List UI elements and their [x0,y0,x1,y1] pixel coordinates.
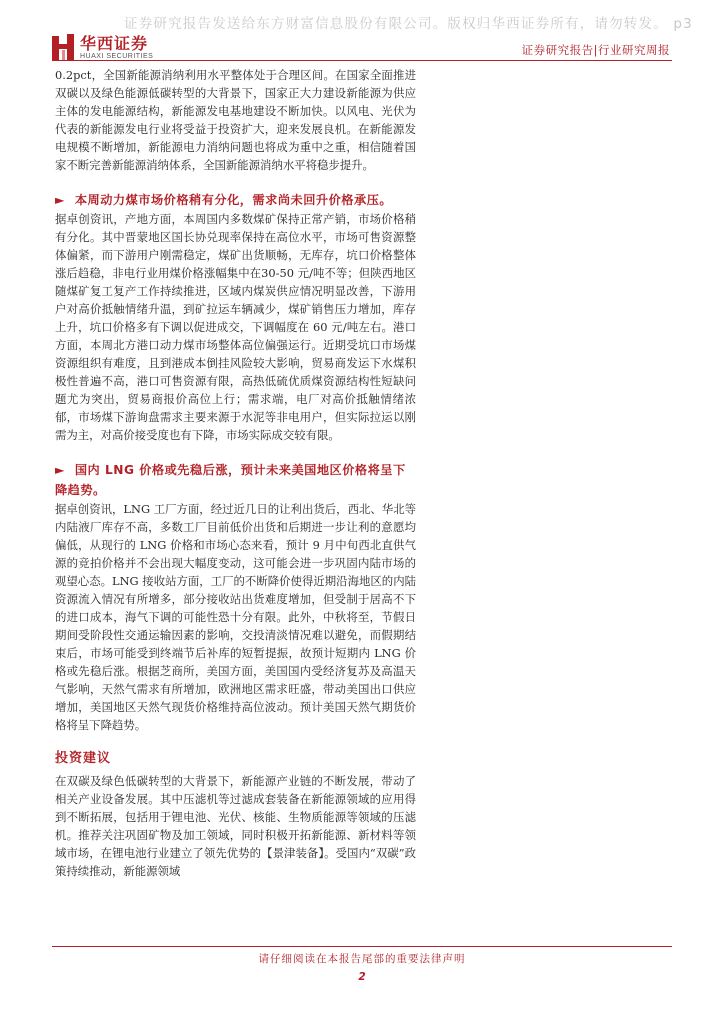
footer-divider [52,946,672,947]
intro-paragraph: 0.2pct，全国新能源消纳利用水平整体处于合理区间。在国家全面推进双碳以及绿色能源低碳转型的大背景下，国家正大力建设新能源为供应主体的发电能源结构，新能源发电基地建设不断加快。以风电、光伏为代表的新能源发电行业将受益于投资扩大，迎来发展良机。在新能源发电规模不断增加，新能源电力消纳问题也将成为重中之重，相信随着国家不断完善新能源消纳体系，全国新能源消纳水平将稳步提升。 [55,68,416,172]
watermark: 证券研究报告发送给东方财富信息股份有限公司。版权归华西证券所有，请勿转发。 p3 [124,16,693,32]
legal-notice: 请仔细阅读在本报告尾部的重要法律声明 [258,953,466,965]
header-divider [52,60,672,61]
triangle-bullet-icon: ► [55,463,65,477]
coal-paragraph: 据卓创资讯，产地方面，本周国内多数煤矿保持正常产销，市场价格稍有分化。其中晋蒙地区国长协兑现率保持在高位水平，市场可售资源整体偏紧，而下游用户刚需稳定，煤矿出货顺畅，无库存，坑口价格整体涨后趋稳，非电行业用煤价格涨幅集中在30-50 元/吨不等；但陕西地区随煤矿复工复产工作持续推进，区域内煤炭供应情况明显改善，下游用户对高价抵触情绪升温，到矿拉运车辆减少，煤矿销售压力增加，库存上升，坑口价格多有下调以促进成交，下调幅度在 60 元/吨左右。港口方面，本周北方港口动力煤市场整体高位偏强运行。近期受坑口市场煤资源组织有难度，且到港成本倒挂风险较大影响，贸易商发运下水煤积极性普遍不高，港口可售资源有限，高热低硫优质煤资源结构性短缺问题尤为突出，贸易商报价高位上行；需求端，电厂对高价抵触情绪浓郁，市场煤下游询盘需求主要来源于水泥等非电用户，但实际拉运以刚需为主，对高价接受度也有下降，市场实际成交较有限。 [55,212,416,442]
investment-advice-heading: 投资建议 [55,751,112,766]
company-logo [52,34,153,60]
logo-name-cn: 华西证券 [80,33,149,53]
section-heading-lng-text: 国内 LNG 价格或先稳后涨，预计未来美国地区价格将呈下降趋势。 [55,463,406,497]
logo-name-en: HUAXI SECURITIES [80,52,154,60]
report-type-label: 证券研究报告|行业研究周报 [521,43,670,57]
report-body [55,66,416,880]
page-number: 2 [358,971,366,983]
section-heading-coal [55,190,416,210]
section-heading-lng [55,460,416,500]
section-heading-coal-text: 本周动力煤市场价格稍有分化，需求尚未回升价格承压。 [74,193,393,207]
investment-advice-paragraph: 在双碳及绿色低碳转型的大背景下，新能源产业链的不断发展，带动了相关产业设备发展。其中压滤机等过滤成套装备在新能源领域的应用得到不断拓展，包括用于锂电池、光伏、核能、生物质能源等领域的压滤机。推荐关注巩固矿物及加工领域，同时积极开拓新能源、新材料等领域市场，在锂电池行业建立了领先优势的【景津装备】。受国内“双碳”政策持续推动，新能源领域 [55,774,416,878]
lng-paragraph: 据卓创资讯，LNG 工厂方面，经过近几日的让利出货后，西北、华北等内陆液厂库存不高，多数工厂目前低价出货和后期进一步让利的意愿均偏低，从现行的 LNG 价格和市场心态来看，预计 9 月中旬西北直供气源的竞拍价格并不会出现大幅度变动，这可能会进一步巩固内陆市场的观望心态。LNG 接收站方面，工厂的不断降价使得近期沿海地区的内陆资源流入情况有所增多，部分接收站出货难度增加，但受制于居高不下的进口成本，海气下调的可能性恐十分有限。此外，中秋将至，节假日期间受阶段性交通运输因素的影响，交投清淡情况难以避免，而假期结束后，市场可能受到终端节后补库的短暂提振，故预计短期内 LNG 价格或先稳后涨。根据芝商所，美国方面，美国国内受经济复苏及高温天气影响，天然气需求有所增加，欧洲地区需求旺盛，带动美国出口供应增加，美国地区天然气现货价格维持高位波动。预计美国天然气期货价格将呈下降趋势。 [55,502,416,732]
huaxi-logo-icon [52,34,74,60]
triangle-bullet-icon: ► [55,193,65,207]
